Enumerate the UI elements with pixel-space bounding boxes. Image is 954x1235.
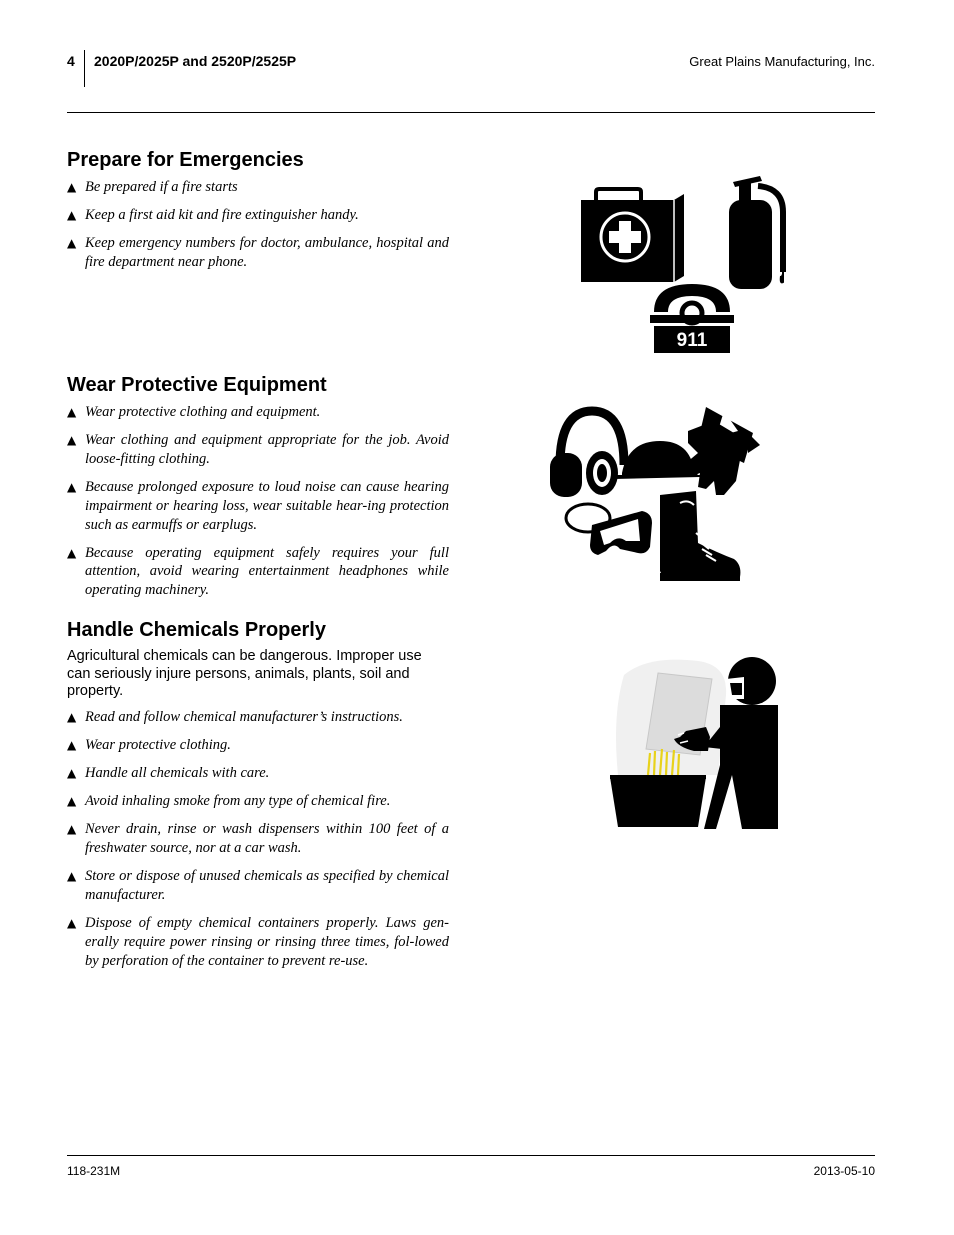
emergency-equipment-illustration xyxy=(578,172,793,357)
earmuffs-icon xyxy=(550,411,624,497)
list-item: ▲ Dispose of empty chemical containers properly. Laws gen-erally require power rinsing or rinsing three times, fol-lowed by perforation of the container to prevent re-use. xyxy=(67,915,449,969)
company-name: Great Plains Manufacturing, Inc. xyxy=(689,54,875,69)
telephone-icon xyxy=(650,284,734,353)
chemical-handling-illustration xyxy=(608,655,783,833)
bullet-triangle-icon: ▲ xyxy=(67,765,77,780)
list-item: ▲ Wear clothing and equipment appropriate for the job. Avoid loose-fitting clothing. xyxy=(67,432,449,467)
section-title: Handle Chemicals Properly xyxy=(67,619,326,641)
list-item: ▲ Avoid inhaling smoke from any type of chemical fire. xyxy=(67,793,391,810)
bullet-list xyxy=(67,403,449,600)
header-divider xyxy=(84,50,85,87)
first-aid-kit-icon xyxy=(581,189,684,282)
fire-extinguisher-icon xyxy=(729,176,783,289)
bullet-triangle-icon: ▲ xyxy=(67,822,77,837)
bullet-triangle-icon: ▲ xyxy=(67,433,77,448)
list-item: ▲ Because operating equipment safely requires your full attention, avoid wearing entertainment headphones while operating machinery. xyxy=(67,544,449,599)
bullet-list xyxy=(67,178,449,272)
document-date: 2013-05-10 xyxy=(813,1164,875,1178)
footer-rule xyxy=(67,1155,875,1156)
section-title: Prepare for Emergencies xyxy=(67,149,304,171)
gloves-icon xyxy=(686,407,760,495)
list-item: ▲ Be prepared if a fire starts xyxy=(67,179,238,195)
list-item: ▲ Keep a first aid kit and fire extinguisher handy. xyxy=(67,207,359,224)
bullet-triangle-icon: ▲ xyxy=(67,180,77,194)
document-number: 118-231M xyxy=(67,1164,121,1178)
safety-goggles-icon xyxy=(566,504,652,555)
bullet-triangle-icon: ▲ xyxy=(67,709,77,724)
header-rule xyxy=(67,112,875,113)
list-item: ▲ Because prolonged exposure to loud noise can cause hearing impairment or hearing loss, wear suitable hear-ing protection such as earmuffs or earplugs. xyxy=(67,479,449,533)
bullet-triangle-icon: ▲ xyxy=(67,869,77,884)
bullet-triangle-icon: ▲ xyxy=(67,405,77,419)
page-header xyxy=(67,50,875,90)
bullet-triangle-icon: ▲ xyxy=(67,737,77,752)
list-item: ▲ Keep emergency numbers for doctor, ambulance, hospital and fire department near phone. xyxy=(67,235,449,271)
page-number: 4 xyxy=(67,53,75,69)
bullet-triangle-icon: ▲ xyxy=(67,794,77,809)
section-title: Wear Protective Equipment xyxy=(67,374,327,396)
bullet-list xyxy=(67,708,449,971)
list-item: ▲ Store or dispose of unused chemicals as specified by chemical manufacturer. xyxy=(67,868,449,903)
bullet-triangle-icon: ▲ xyxy=(67,208,77,223)
section-prepare-emergencies xyxy=(67,148,449,281)
bullet-triangle-icon: ▲ xyxy=(67,480,77,495)
protective-equipment-illustration xyxy=(548,403,763,585)
bullet-triangle-icon: ▲ xyxy=(67,545,77,560)
list-item: ▲ Read and follow chemical manufacturer’s instructions. xyxy=(67,708,403,725)
list-item: ▲ Never drain, rinse or wash dispensers within 100 feet of a freshwater source, nor at a car wash. xyxy=(67,821,449,857)
bullet-triangle-icon: ▲ xyxy=(67,236,77,251)
bullet-triangle-icon: ▲ xyxy=(67,916,77,931)
list-item: ▲ Handle all chemicals with care. xyxy=(67,764,270,781)
model-title: 2020P/2025P and 2520P/2525P xyxy=(94,53,297,69)
boot-icon xyxy=(660,491,740,581)
section-protective-equipment xyxy=(67,373,449,609)
chemical-container-icon xyxy=(610,775,706,827)
phone-911-label: 911 xyxy=(676,330,708,351)
section-handle-chemicals xyxy=(67,618,449,980)
list-item: ▲ Wear protective clothing and equipment. xyxy=(67,404,321,420)
section-intro: Agricultural chemicals can be dangerous. Improper use can seriously injure persons, animals, plants, soil and property. xyxy=(67,648,422,699)
list-item: ▲ Wear protective clothing. xyxy=(67,736,231,753)
